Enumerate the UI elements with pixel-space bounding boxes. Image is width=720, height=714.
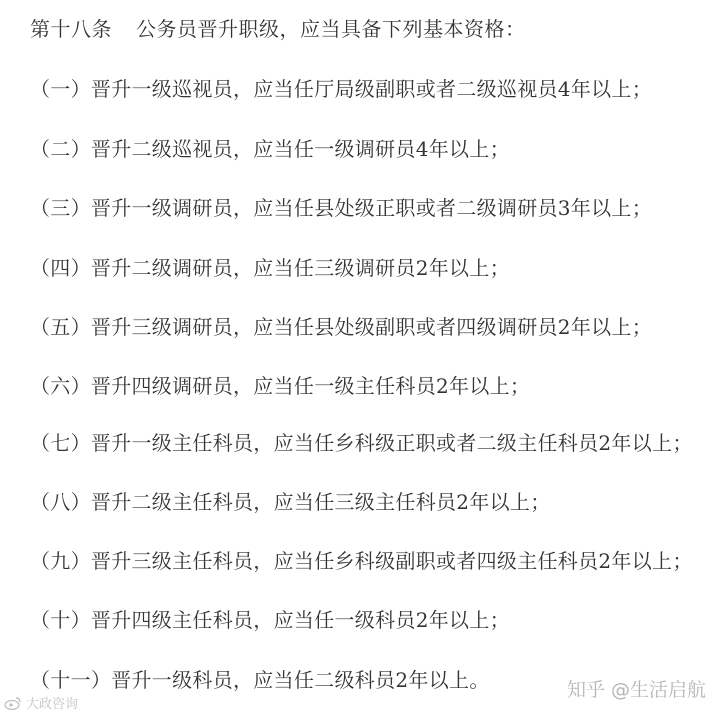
- article-intro: 公务员晋升职级，应当具备下列基本资格：: [136, 17, 526, 41]
- qualification-item: （三）晋升一级调研员，应当任县处级正职或者二级调研员3年以上；: [30, 196, 653, 220]
- article-number: 第十八条: [30, 17, 112, 41]
- qualification-item: （八）晋升二级主任科员，应当任三级主任科员2年以上；: [30, 490, 551, 514]
- article-heading: [30, 14, 526, 44]
- weibo-icon: [4, 696, 22, 710]
- weibo-watermark-text: 大政咨询: [26, 697, 79, 712]
- zhihu-watermark: 知乎 @生活启航: [566, 679, 706, 701]
- weibo-watermark: [4, 693, 78, 712]
- qualification-item: （七）晋升一级主任科员，应当任乡科级正职或者二级主任科员2年以上；: [30, 431, 693, 455]
- qualification-item: （九）晋升三级主任科员，应当任乡科级副职或者四级主任科员2年以上；: [30, 549, 693, 573]
- qualification-item: （六）晋升四级调研员，应当任一级主任科员2年以上；: [30, 374, 531, 398]
- qualification-item: （四）晋升二级调研员，应当任三级调研员2年以上；: [30, 256, 510, 280]
- qualification-item: （二）晋升二级巡视员，应当任一级调研员4年以上；: [30, 137, 510, 161]
- qualification-item: （一）晋升一级巡视员，应当任厅局级副职或者二级巡视员4年以上；: [30, 77, 653, 101]
- qualification-item: （十）晋升四级主任科员，应当任一级科员2年以上；: [30, 608, 510, 632]
- qualification-item: （十一）晋升一级科员，应当任二级科员2年以上。: [30, 668, 490, 692]
- qualification-item: （五）晋升三级调研员，应当任县处级副职或者四级调研员2年以上；: [30, 315, 653, 339]
